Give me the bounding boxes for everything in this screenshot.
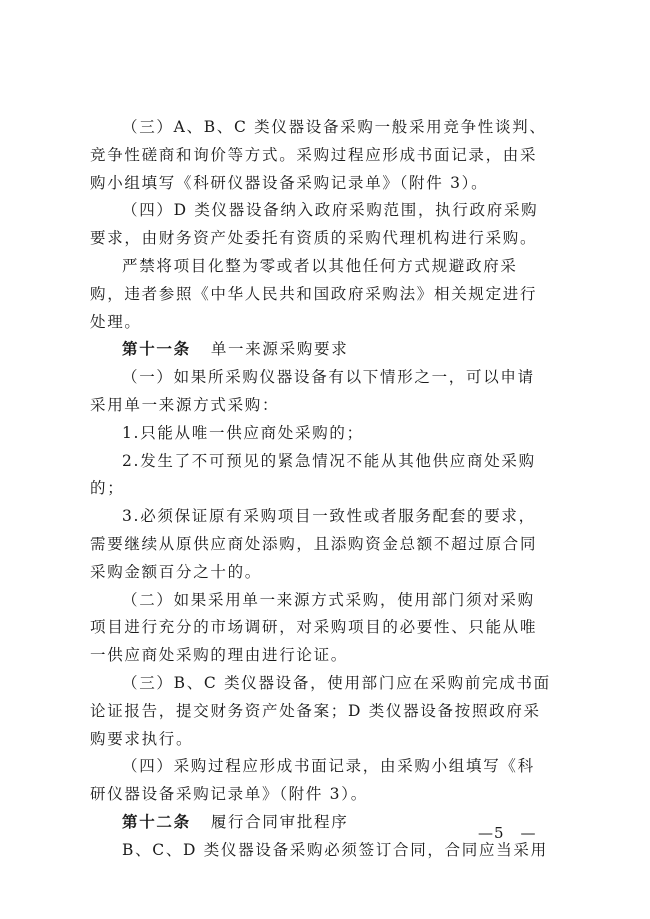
paragraph-line: 项目进行充分的市场调研，对采购项目的必要性、只能从唯: [90, 618, 538, 637]
paragraph-line: （四）D 类仪器设备纳入政府采购范围，执行政府采购: [122, 201, 539, 220]
paragraph-line: B、C、D 类仪器设备采购必须签订合同，合同应当采用: [122, 840, 548, 859]
paragraph-line: 需要继续从原供应商处添购，且添购资金总额不超过原合同: [90, 535, 538, 553]
paragraph-line: （二）如果采用单一来源方式采购，使用部门须对采购: [122, 590, 535, 609]
paragraph-line: （一）如果所采购仪器设备有以下情形之一，可以申请: [122, 368, 535, 387]
paragraph-line: （三）A、B、C 类仪器设备采购一般采用竞争性谈判、: [122, 118, 547, 136]
paragraph-line: 竞争性磋商和询价等方式。采购过程应形成书面记录，由采: [90, 145, 538, 164]
paragraph-line: 要求，由财务资产处委托有资质的采购代理机构进行采购。: [90, 229, 538, 248]
paragraph-line: 购，违者参照《中华人民共和国政府采购法》相关规定进行: [90, 284, 538, 303]
list-item: 1.只能从唯一供应商处采购的；: [122, 423, 364, 442]
article-title: 单一来源采购要求: [210, 340, 349, 359]
paragraph-line: 一供应商处采购的理由进行论证。: [90, 646, 349, 665]
article-number: 第十一条: [122, 339, 191, 359]
article-heading: [122, 812, 348, 832]
paragraph-line: （三）B、C 类仪器设备，使用部门应在采购前完成书面: [122, 674, 551, 692]
paragraph-line: 购小组填写《科研仪器设备采购记录单》（附件 3）。: [90, 173, 489, 192]
paragraph-line: 处理。: [90, 312, 142, 331]
article-title: 履行合同审批程序: [210, 813, 349, 831]
paragraph-line: 采购金额百分之十的。: [90, 562, 263, 581]
page-number: —5 —: [478, 824, 537, 842]
paragraph-line: 购要求执行。: [90, 729, 194, 748]
paragraph-line: 论证报告，提交财务资产处备案；D 类仪器设备按照政府采: [90, 701, 541, 720]
paragraph-line: 严禁将项目化整为零或者以其他任何方式规避政府采: [122, 257, 518, 275]
article-number: 第十二条: [122, 812, 191, 831]
list-item: 3.必须保证原有采购项目一致性或者服务配套的要求，: [122, 507, 536, 526]
article-heading: [122, 339, 348, 359]
paragraph-line: （四）采购过程应形成书面记录，由采购小组填写《科: [122, 757, 535, 776]
list-item: 2.发生了不可预见的紧急情况不能从其他供应商处采购: [122, 451, 536, 470]
paragraph-line: 采用单一来源方式采购：: [90, 396, 280, 414]
paragraph-line: 研仪器设备采购记录单》（附件 3）。: [90, 785, 368, 804]
paragraph-line: 的；: [90, 479, 125, 498]
